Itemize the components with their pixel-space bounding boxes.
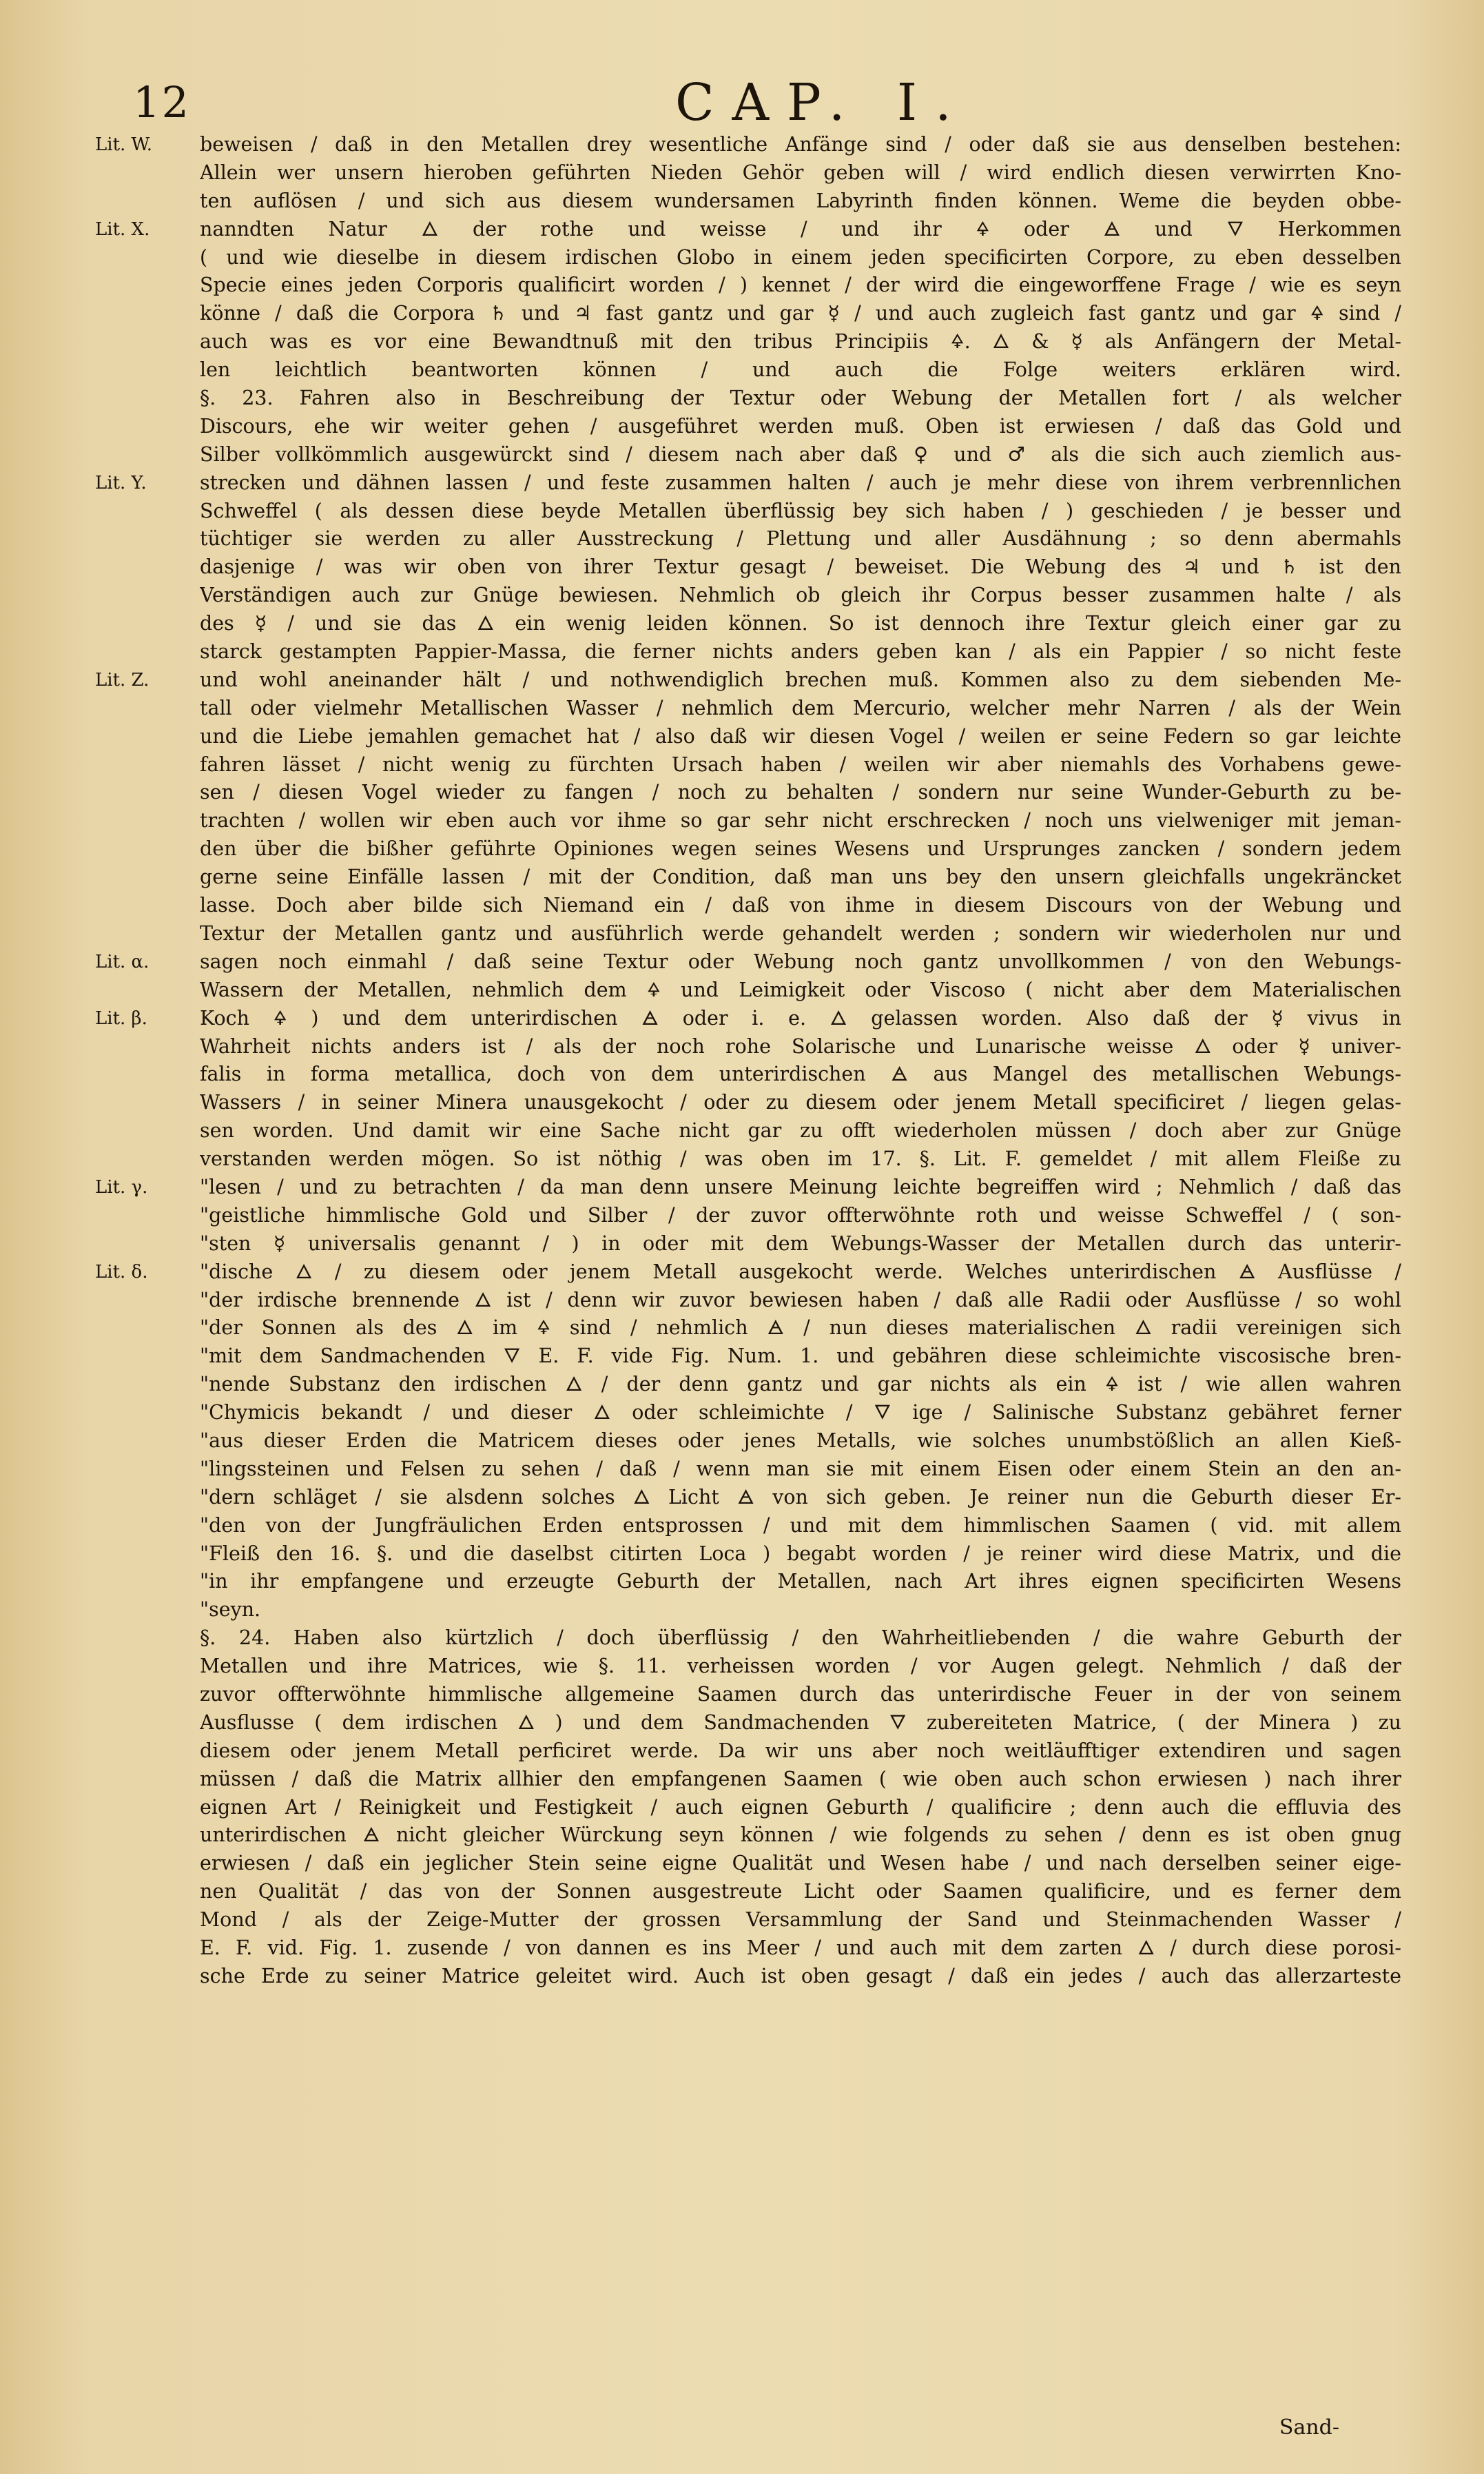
line-text: sagen noch einmahl / daß seine Textur oder Webung noch gantz unvollkommen / von den Webungs- xyxy=(200,950,1401,973)
line-text: len leichtlich beantworten können / und auch die Folge weiters erklären wird. xyxy=(200,358,1401,382)
text-line xyxy=(0,525,1484,553)
text-line xyxy=(0,1455,1484,1484)
text-line xyxy=(0,779,1484,807)
text-line xyxy=(0,413,1484,441)
line-text: sen / diesen Vogel wieder zu fangen / noch zu behalten / sondern nur seine Wunder-Geburth zu be- xyxy=(200,781,1401,804)
text-line xyxy=(0,1878,1484,1906)
margin-note: Lit. Z. xyxy=(95,669,150,691)
text-line xyxy=(0,1287,1484,1315)
text-line xyxy=(0,1794,1484,1822)
line-text: tüchtiger sie werden zu aller Ausstreckung / Plettung und aller Ausdähnung ; so denn abermahls xyxy=(200,527,1401,551)
text-line xyxy=(0,1005,1484,1033)
line-text: ten auflösen / und sich aus diesem wundersamen Labyrinth finden können. Weme die beyden obbe- xyxy=(200,189,1401,212)
text-line xyxy=(0,1371,1484,1399)
text-line xyxy=(0,695,1484,723)
text-line xyxy=(0,1737,1484,1766)
line-text: strecken und dähnen lassen / und feste zusammen halten / auch je mehr diese von ihrem verbrennlichen xyxy=(200,471,1401,494)
line-text: starck gestampten Pappier-Massa, die ferner nichts anders geben kan / als ein Pappier / so nicht feste xyxy=(200,640,1401,664)
line-text: "dern schläget / sie alsdenn solches 🜂 Licht 🜁 von sich geben. Je reiner nun die Geburth dieser Er- xyxy=(200,1485,1401,1509)
line-text: erwiesen / daß ein jeglicher Stein seine eigne Qualität und Wesen habe / und nach derselben seiner eige- xyxy=(200,1852,1401,1875)
text-line xyxy=(0,807,1484,835)
line-text: tall oder vielmehr Metallischen Wasser / nehmlich dem Mercurio, welcher mehr Narren / als der Wein xyxy=(200,696,1401,719)
text-line xyxy=(0,1427,1484,1455)
line-text: und wohl aneinander hält / und nothwendiglich brechen muß. Kommen also zu dem siebenden Me- xyxy=(200,668,1401,691)
text-line xyxy=(0,863,1484,892)
line-text: Verständigen auch zur Gnüge bewiesen. Nehmlich ob gleich ihr Corpus besser zusammen halte / als xyxy=(200,584,1401,607)
margin-note: Lit. Y. xyxy=(95,472,147,493)
line-text: Textur der Metallen gantz und ausführlich werde gehandelt werden ; sondern wir wiederholen nur und xyxy=(200,921,1401,945)
text-line xyxy=(0,1596,1484,1624)
line-text: den über die bißher geführte Opiniones wegen seines Wesens und Ursprunges zancken / sondern jedem xyxy=(200,837,1401,861)
text-line xyxy=(0,1709,1484,1737)
line-text: Allein wer unsern hieroben geführten Nieden Gehör geben will / wird endlich diesen verwirrten Kno- xyxy=(200,161,1401,184)
text-line xyxy=(0,892,1484,920)
text-line xyxy=(0,300,1484,328)
text-line xyxy=(0,1145,1484,1174)
line-text: Wahrheit nichts anders ist / als der noch rohe Solarische und Lunarische weisse 🜂 oder ☿ univer- xyxy=(200,1034,1401,1058)
margin-note: Lit. W. xyxy=(95,134,153,155)
line-text: "aus dieser Erden die Matricem dieses oder jenes Metalls, wie solches unumbstößlich an allen Kieß- xyxy=(200,1429,1401,1452)
line-text: trachten / wollen wir eben auch vor ihme so gar sehr nicht erschrecken / noch uns vielweniger mit jeman- xyxy=(200,809,1401,832)
text-line xyxy=(0,1174,1484,1202)
line-text: verstanden werden mögen. So ist nöthig / was oben im 17. §. Lit. F. gemeldet / mit allem Fleiße zu xyxy=(200,1147,1401,1171)
text-line xyxy=(0,723,1484,751)
text-line xyxy=(0,216,1484,244)
margin-note: Lit. β. xyxy=(95,1008,147,1029)
line-text: "Chymicis bekandt / und dieser 🜂 oder schleimichte / 🜄 ige / Salinische Substanz gebähret ferner xyxy=(200,1401,1401,1424)
text-line xyxy=(0,1089,1484,1117)
line-text: nen Qualität / das von der Sonnen ausgestreute Licht oder Saamen qualificire, und es ferner dem xyxy=(200,1880,1401,1903)
line-text: sche Erde zu seiner Matrice geleitet wird. Auch ist oben gesagt / daß ein jedes / auch das allerzarteste xyxy=(200,1964,1401,1987)
line-text: nanndten Natur 🜂 der rothe und weisse / und ihr 🜍 oder 🜁 und 🜄 Herkommen xyxy=(200,217,1401,241)
text-line xyxy=(0,751,1484,779)
line-text: diesem oder jenem Metall perficiret werde. Da wir uns aber noch weitläufftiger extendiren und sagen xyxy=(200,1739,1401,1762)
text-line xyxy=(0,1033,1484,1061)
line-text: des ☿ / und sie das 🜂 ein wenig leiden können. So ist dennoch ihre Textur gleich einer gar zu xyxy=(200,612,1401,635)
line-text: E. F. vid. Fig. 1. zusende / von dannen es ins Meer / und auch mit dem zarten 🜂 / durch diese porosi- xyxy=(200,1936,1401,1959)
text-line xyxy=(0,1258,1484,1287)
text-line xyxy=(0,131,1484,159)
line-text: unterirdischen 🜁 nicht gleicher Würckung seyn können / wie folgends zu sehen / denn es ist oben gnug xyxy=(200,1823,1401,1847)
text-line xyxy=(0,977,1484,1005)
text-line xyxy=(0,159,1484,187)
text-line xyxy=(0,666,1484,695)
text-line xyxy=(0,1342,1484,1371)
text-line xyxy=(0,385,1484,413)
line-text: Discours, ehe wir weiter gehen / ausgeführet werden muß. Oben ist erwiesen / daß das Gold und xyxy=(200,414,1401,438)
text-line xyxy=(0,441,1484,469)
text-line xyxy=(0,582,1484,610)
line-text: Schweffel ( als dessen diese beyde Metallen überflüssig bey sich haben / ) geschieden / je besser und xyxy=(200,499,1401,522)
line-text: Wassers / in seiner Minera unausgekocht / oder zu diesem oder jenem Metall specificiret / liegen gelas- xyxy=(200,1091,1401,1114)
line-text: "dische 🜂 / zu diesem oder jenem Metall ausgekocht werde. Welches unterirdischen 🜁 Ausflüsse / xyxy=(200,1260,1401,1283)
line-text: könne / daß die Corpora ♄ und ♃ fast gantz und gar ☿ / und auch zugleich fast gantz und gar 🜍 sind / xyxy=(200,302,1401,325)
text-line xyxy=(0,1850,1484,1878)
catchword: Sand- xyxy=(1279,2415,1339,2440)
line-text: Metallen und ihre Matrices, wie §. 11. verheissen worden / vor Augen gelegt. Nehmlich / daß der xyxy=(200,1655,1401,1678)
line-text: auch was es vor eine Bewandtnuß mit den tribus Principiis 🜍. 🜂 & ☿ als Anfängern der Metal- xyxy=(200,330,1401,354)
line-text: fahren lässet / nicht wenig zu fürchten Ursach haben / weilen wir aber niemahls des Vorhabens gewe- xyxy=(200,753,1401,776)
line-text: lasse. Doch aber bilde sich Niemand ein / daß von ihme in diesem Discours von der Webung und xyxy=(200,894,1401,917)
text-line xyxy=(0,1681,1484,1709)
text-line xyxy=(0,1568,1484,1596)
line-text: beweisen / daß in den Metallen drey wesentliche Anfänge sind / oder daß sie aus denselben bestehen: xyxy=(200,133,1401,156)
text-line xyxy=(0,498,1484,526)
line-text: eignen Art / Reinigkeit und Festigkeit / auch eignen Geburth / qualificire ; denn auch die effluvia des xyxy=(200,1795,1401,1819)
line-text: §. 23. Fahren also in Beschreibung der Textur oder Webung der Metallen fort / als welcher xyxy=(200,387,1401,410)
line-text: zuvor offterwöhnte himmlische allgemeine Saamen durch das unterirdische Feuer in der von seinem xyxy=(200,1682,1401,1706)
page-header xyxy=(0,63,1484,132)
line-text: müssen / daß die Matrix allhier den empfangenen Saamen ( wie oben auch schon erwiesen ) nach ihrer xyxy=(200,1767,1401,1790)
text-line xyxy=(0,920,1484,948)
line-text: "der Sonnen als des 🜂 im 🜍 sind / nehmlich 🜁 / nun dieses materialischen 🜂 radii vereinigen sich xyxy=(200,1316,1401,1340)
running-head: CAP. I. xyxy=(675,73,969,132)
text-line xyxy=(0,469,1484,498)
line-text: und die Liebe jemahlen gemachet hat / also daß wir diesen Vogel / weilen er seine Federn so gar leichte xyxy=(200,724,1401,748)
line-text: "der irdische brennende 🜂 ist / denn wir zuvor bewiesen haben / daß alle Radii oder Ausflüsse / so wohl xyxy=(200,1288,1401,1311)
text-line xyxy=(0,1624,1484,1653)
text-line xyxy=(0,1230,1484,1258)
text-line xyxy=(0,1117,1484,1145)
line-text: "sten ☿ universalis genannt / ) in oder mit dem Webungs-Wasser der Metallen durch das unterir- xyxy=(200,1231,1401,1255)
text-line xyxy=(0,1540,1484,1568)
line-text: "den von der Jungfräulichen Erden entsprossen / und mit dem himmlischen Saamen ( vid. mit allem xyxy=(200,1513,1401,1537)
line-text: §. 24. Haben also kürtzlich / doch überflüssig / den Wahrheitliebenden / die wahre Geburth der xyxy=(200,1626,1401,1650)
text-line xyxy=(0,1934,1484,1963)
text-line xyxy=(0,553,1484,582)
text-line xyxy=(0,1906,1484,1934)
text-line xyxy=(0,244,1484,272)
text-line xyxy=(0,1484,1484,1512)
line-text: Specie eines jeden Corporis qualificirt worden / ) kennet / der wird die eingeworffene Frage / wie es seyn xyxy=(200,274,1401,297)
margin-note: Lit. α. xyxy=(95,951,150,972)
text-line xyxy=(0,1202,1484,1230)
text-line xyxy=(0,1821,1484,1850)
line-text: "mit dem Sandmachenden 🜄 E. F. vide Fig. Num. 1. und gebähren diese schleimichte viscosische bren- xyxy=(200,1345,1401,1368)
text-line xyxy=(0,1314,1484,1342)
line-text: sen worden. Und damit wir eine Sache nicht gar zu offt wiederholen müssen / doch aber zur Gnüge xyxy=(200,1119,1401,1143)
text-line xyxy=(0,948,1484,977)
text-line xyxy=(0,1399,1484,1427)
line-text: "nende Substanz den irdischen 🜂 / der denn gantz und gar nichts als ein 🜍 ist / wie allen wahren xyxy=(200,1373,1401,1396)
text-line xyxy=(0,187,1484,216)
line-text: "in ihr empfangene und erzeugte Geburth der Metallen, nach Art ihres eignen specificirten Wesens xyxy=(200,1570,1401,1593)
line-text: "lingssteinen und Felsen zu sehen / daß / wenn man sie mit einem Eisen oder einem Stein an den an- xyxy=(200,1457,1401,1480)
text-line xyxy=(0,1963,1484,1991)
line-text: Wassern der Metallen, nehmlich dem 🜍 und Leimigkeit oder Viscoso ( nicht aber dem Materialischen xyxy=(200,978,1401,1001)
line-text: Mond / als der Zeige-Mutter der grossen Versammlung der Sand und Steinmachenden Wasser / xyxy=(200,1908,1401,1932)
text-line xyxy=(0,1653,1484,1681)
text-line xyxy=(0,610,1484,638)
line-text: ( und wie dieselbe in diesem irdischen Globo in einem jeden specificirten Corpore, zu eben desselben xyxy=(200,245,1401,269)
body-text xyxy=(0,131,1484,1991)
text-line xyxy=(0,328,1484,356)
margin-note: Lit. γ. xyxy=(95,1176,148,1198)
line-text: "lesen / und zu betrachten / da man denn unsere Meinung leichte begreiffen wird ; Nehmlich / daß das xyxy=(200,1175,1401,1198)
line-text: "geistliche himmlische Gold und Silber / der zuvor offterwöhnte roth und weisse Schweffel / ( son- xyxy=(200,1203,1401,1227)
line-text: falis in forma metallica, doch von dem unterirdischen 🜁 aus Mangel des metallischen Webungs- xyxy=(200,1063,1401,1086)
line-text: "Fleiß den 16. §. und die daselbst citirten Loca ) begabt worden / je reiner wird diese Matrix, und die xyxy=(200,1542,1401,1565)
line-text: Silber vollkömmlich ausgewürckt sind / diesem nach aber daß ♀ und ♂ als die sich auch ziemlich aus- xyxy=(200,442,1401,466)
line-text: Ausflusse ( dem irdischen 🜂 ) und dem Sandmachenden 🜄 zubereiteten Matrice, ( der Minera ) zu xyxy=(200,1710,1401,1734)
margin-note: Lit. δ. xyxy=(95,1261,148,1282)
line-text: gerne seine Einfälle lassen / mit der Condition, daß man uns bey den unsern gleichfalls ungekräncket xyxy=(200,866,1401,889)
text-line xyxy=(0,1061,1484,1089)
text-line xyxy=(0,356,1484,385)
text-line xyxy=(0,272,1484,300)
line-text: dasjenige / was wir oben von ihrer Textur gesagt / beweiset. Die Webung des ♃ und ♄ ist den xyxy=(200,555,1401,579)
text-line xyxy=(0,1766,1484,1794)
page-number: 12 xyxy=(133,77,190,127)
text-line xyxy=(0,835,1484,863)
margin-note: Lit. X. xyxy=(95,218,150,240)
text-line xyxy=(0,638,1484,666)
line-text: "seyn. xyxy=(200,1598,261,1622)
text-line xyxy=(0,1512,1484,1540)
line-text: Koch 🜍 ) und dem unterirdischen 🜁 oder i. e. 🜂 gelassen worden. Also daß der ☿ vivus in xyxy=(200,1006,1401,1030)
